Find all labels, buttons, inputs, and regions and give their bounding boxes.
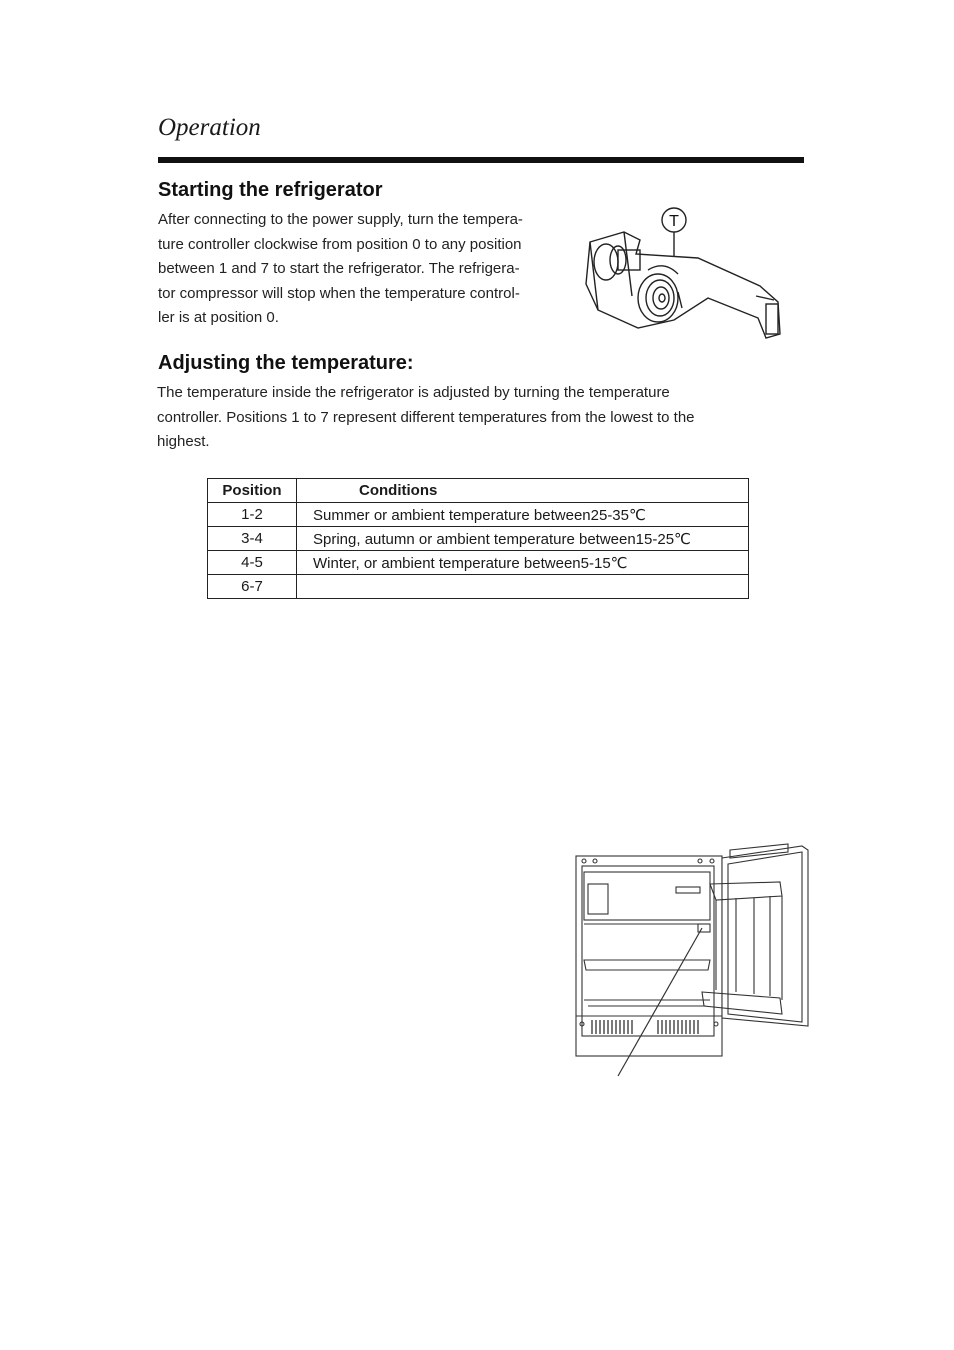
temperature-controller-illustration [578,200,788,350]
starting-line: ture controller clockwise from position 0 to any position [158,235,522,253]
table-cell-condition: Winter, or ambient temperature between5-15℃ [297,551,749,575]
table-cell-position: 3-4 [208,527,297,551]
heading-rule [158,157,804,163]
adjusting-line: highest. [157,433,210,450]
table-cell-condition: Spring, autumn or ambient temperature between15-25℃ [297,527,749,551]
adjusting-paragraph [157,381,695,455]
table-header-row [208,479,749,503]
table-cell-condition: Summer or ambient temperature between25-35℃ [297,503,749,527]
table-cell-position: 1-2 [208,503,297,527]
table-row [208,503,749,527]
starting-paragraph [158,208,523,331]
table-cell-position: 6-7 [208,575,297,599]
section-title-adjusting: Adjusting the temperature: [158,352,414,374]
controller-callout-label: T [669,213,679,230]
position-conditions-table [207,478,749,599]
table-header-conditions: Conditions [297,479,749,503]
table-row [208,575,749,599]
starting-line: between 1 and 7 to start the refrigerator. The refrigera- [158,260,520,277]
adjusting-line: controller. Positions 1 to 7 represent different temperatures from the lowest to the [157,408,695,426]
starting-line: tor compressor will stop when the temperature control- [158,284,520,302]
page-heading: Operation [158,114,261,141]
adjusting-line: The temperature inside the refrigerator is adjusted by turning the temperature [157,384,670,401]
section-title-starting: Starting the refrigerator [158,179,383,201]
starting-line: After connecting to the power supply, turn the tempera- [158,211,523,228]
table-cell-position: 4-5 [208,551,297,575]
table-row [208,551,749,575]
table-header-position: Position [208,479,297,503]
table-row [208,527,749,551]
table-cell-condition [297,575,749,599]
refrigerator-illustration [570,840,815,1082]
starting-line: ler is at position 0. [158,309,279,326]
